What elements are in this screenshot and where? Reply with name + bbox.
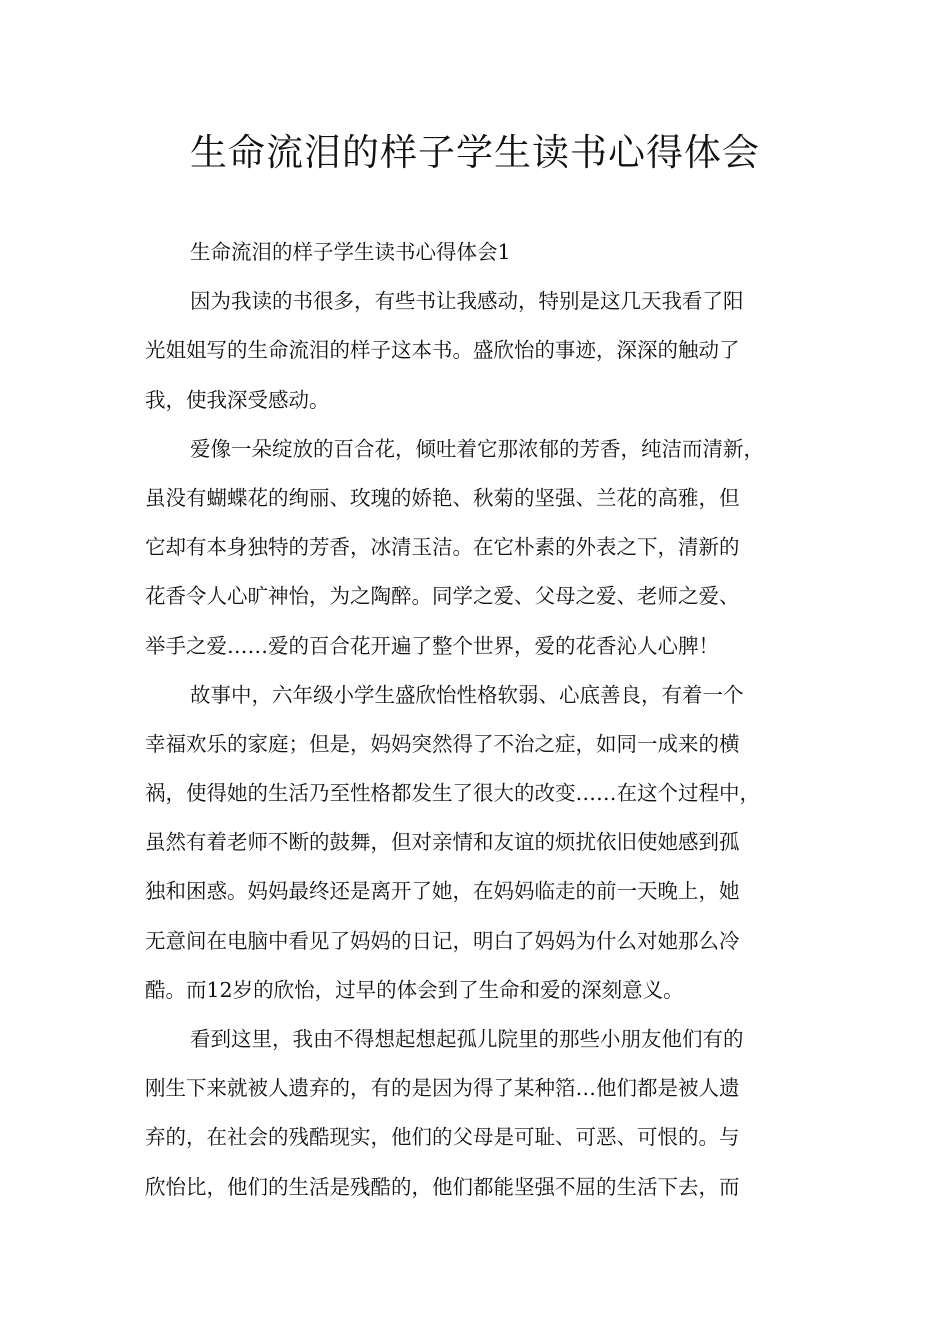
text-line: 刚生下来就被人遗弃的，有的是因为得了某种箔…他们都是被人遗 (145, 1076, 740, 1101)
document-title: 生命流泪的样子学生读书心得体会 (190, 131, 760, 174)
text-line: 祸，使得她的生活乃至性格都发生了很大的改变……在这个过程中， (145, 781, 760, 806)
text-line: 看到这里，我由不得想起想起孤儿院里的那些小朋友他们有的 (190, 1027, 744, 1051)
text-line: 虽没有蝴蝶花的绚丽、玫瑰的娇艳、秋菊的坚强、兰花的高雅，但 (145, 485, 740, 510)
text-line: 欣怡比，他们的生活是残酷的，他们都能坚强不屈的生活下去，而 (145, 1174, 740, 1199)
text-line: 它却有本身独特的芳香，冰清玉洁。在它朴素的外表之下，清新的 (145, 535, 740, 560)
text-line: 花香令人心旷神怡，为之陶醉。同学之爱、父母之爱、老师之爱、 (145, 584, 740, 609)
text-line: 弃的，在社会的残酷现实，他们的父母是可耻、可恶、可恨的。与 (145, 1125, 740, 1150)
text-line: 举手之爱……爱的百合花开遍了整个世界，爱的花香沁人心脾！ (145, 633, 719, 658)
text-line: 无意间在电脑中看见了妈妈的日记，明白了妈妈为什么对她那么冷 (145, 928, 740, 953)
text-line: 独和困惑。妈妈最终还是离开了她，在妈妈临走的前一天晚上，她 (145, 879, 740, 904)
text-line: 我，使我深受感动。 (145, 387, 330, 412)
text-line: 爱像一朵绽放的百合花，倾吐着它那浓郁的芳香，纯洁而清新， (190, 436, 764, 461)
text-line: 光姐姐写的生命流泪的样子这本书。盛欣怡的事迹，深深的触动了 (145, 338, 740, 363)
document-body (145, 228, 825, 1212)
text-line: 生命流泪的样子学生读书心得体会1 (190, 240, 511, 264)
text-line: 幸福欢乐的家庭；但是，妈妈突然得了不治之症，如同一成来的横 (145, 731, 740, 756)
text-line: 故事中，六年级小学生盛欣怡性格软弱、心底善良，有着一个 (190, 682, 744, 707)
text-line: 因为我读的书很多，有些书让我感动，特别是这几天我看了阳 (190, 289, 744, 314)
text-line: 虽然有着老师不断的鼓舞，但对亲情和友谊的烦扰依旧使她感到孤 (145, 830, 740, 855)
text-line: 酷。而12岁的欣怡，过早的体会到了生命和爱的深刻意义。 (145, 977, 684, 1002)
